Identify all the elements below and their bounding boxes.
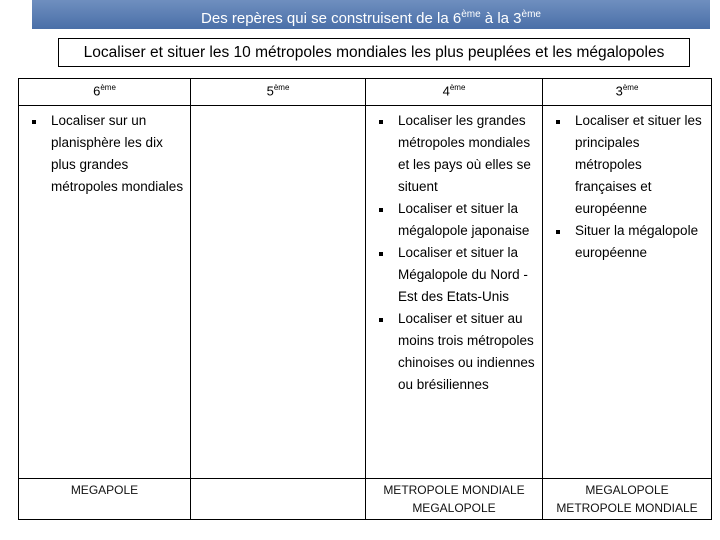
content-row bbox=[19, 106, 712, 479]
footer-term: METROPOLE MONDIALE bbox=[556, 501, 698, 515]
list-item: Localiser et situer les principales métropoles françaises et européenne bbox=[543, 110, 707, 220]
progression-table bbox=[18, 78, 712, 520]
footer-term: MEGAPOLE bbox=[70, 483, 139, 497]
header-3eme-sup: ème bbox=[622, 83, 639, 92]
header-6eme bbox=[19, 79, 191, 106]
header-6eme-num: 6 bbox=[93, 83, 101, 99]
header-5eme-sup: ème bbox=[273, 83, 290, 92]
content-4eme bbox=[366, 106, 543, 479]
footer-3eme bbox=[543, 479, 712, 520]
title-banner bbox=[32, 0, 710, 29]
footer-term: MEGALOPOLE bbox=[412, 501, 496, 515]
content-5eme bbox=[191, 106, 366, 479]
title-middle: à la 3 bbox=[480, 10, 522, 27]
title-prefix: Des repères qui se construisent de la 6 bbox=[201, 10, 462, 27]
header-3eme bbox=[543, 79, 712, 106]
header-3eme-num: 3 bbox=[615, 83, 623, 99]
list-item: Localiser les grandes métropoles mondiales et les pays où elles se situent bbox=[366, 110, 538, 198]
footer-term: METROPOLE MONDIALE bbox=[383, 483, 525, 497]
title-sup-2: ème bbox=[521, 9, 541, 20]
header-4eme bbox=[366, 79, 543, 106]
list-item: Localiser et situer au moins trois métropoles chinoises ou indiennes ou brésiliennes bbox=[366, 308, 538, 396]
header-6eme-sup: ème bbox=[100, 83, 116, 92]
list-item: Localiser sur un planisphère les dix plus grandes métropoles mondiales bbox=[19, 110, 186, 198]
list-item: Localiser et situer la Mégalopole du Nord -Est des Etats-Unis bbox=[366, 242, 538, 308]
title-sup-1: ème bbox=[461, 9, 481, 20]
content-6eme bbox=[19, 106, 191, 479]
footer-row bbox=[19, 479, 712, 520]
list-item: Situer la mégalopole européenne bbox=[543, 220, 707, 264]
footer-term: MEGALOPOLE bbox=[585, 483, 669, 497]
list-6eme bbox=[19, 106, 190, 198]
header-5eme bbox=[191, 79, 366, 106]
list-4eme bbox=[366, 106, 542, 396]
footer-6eme bbox=[19, 479, 191, 520]
list-item: Localiser et situer la mégalopole japonaise bbox=[366, 198, 538, 242]
footer-5eme bbox=[191, 479, 366, 520]
header-5eme-num: 5 bbox=[266, 83, 274, 99]
header-4eme-sup: ème bbox=[449, 83, 466, 92]
content-3eme bbox=[543, 106, 712, 479]
footer-4eme bbox=[366, 479, 543, 520]
header-row bbox=[19, 79, 712, 106]
subtitle-box: Localiser et situer les 10 métropoles mondiales les plus peuplées et les mégalopoles bbox=[58, 38, 690, 67]
header-4eme-num: 4 bbox=[442, 83, 450, 99]
list-3eme bbox=[543, 106, 711, 264]
